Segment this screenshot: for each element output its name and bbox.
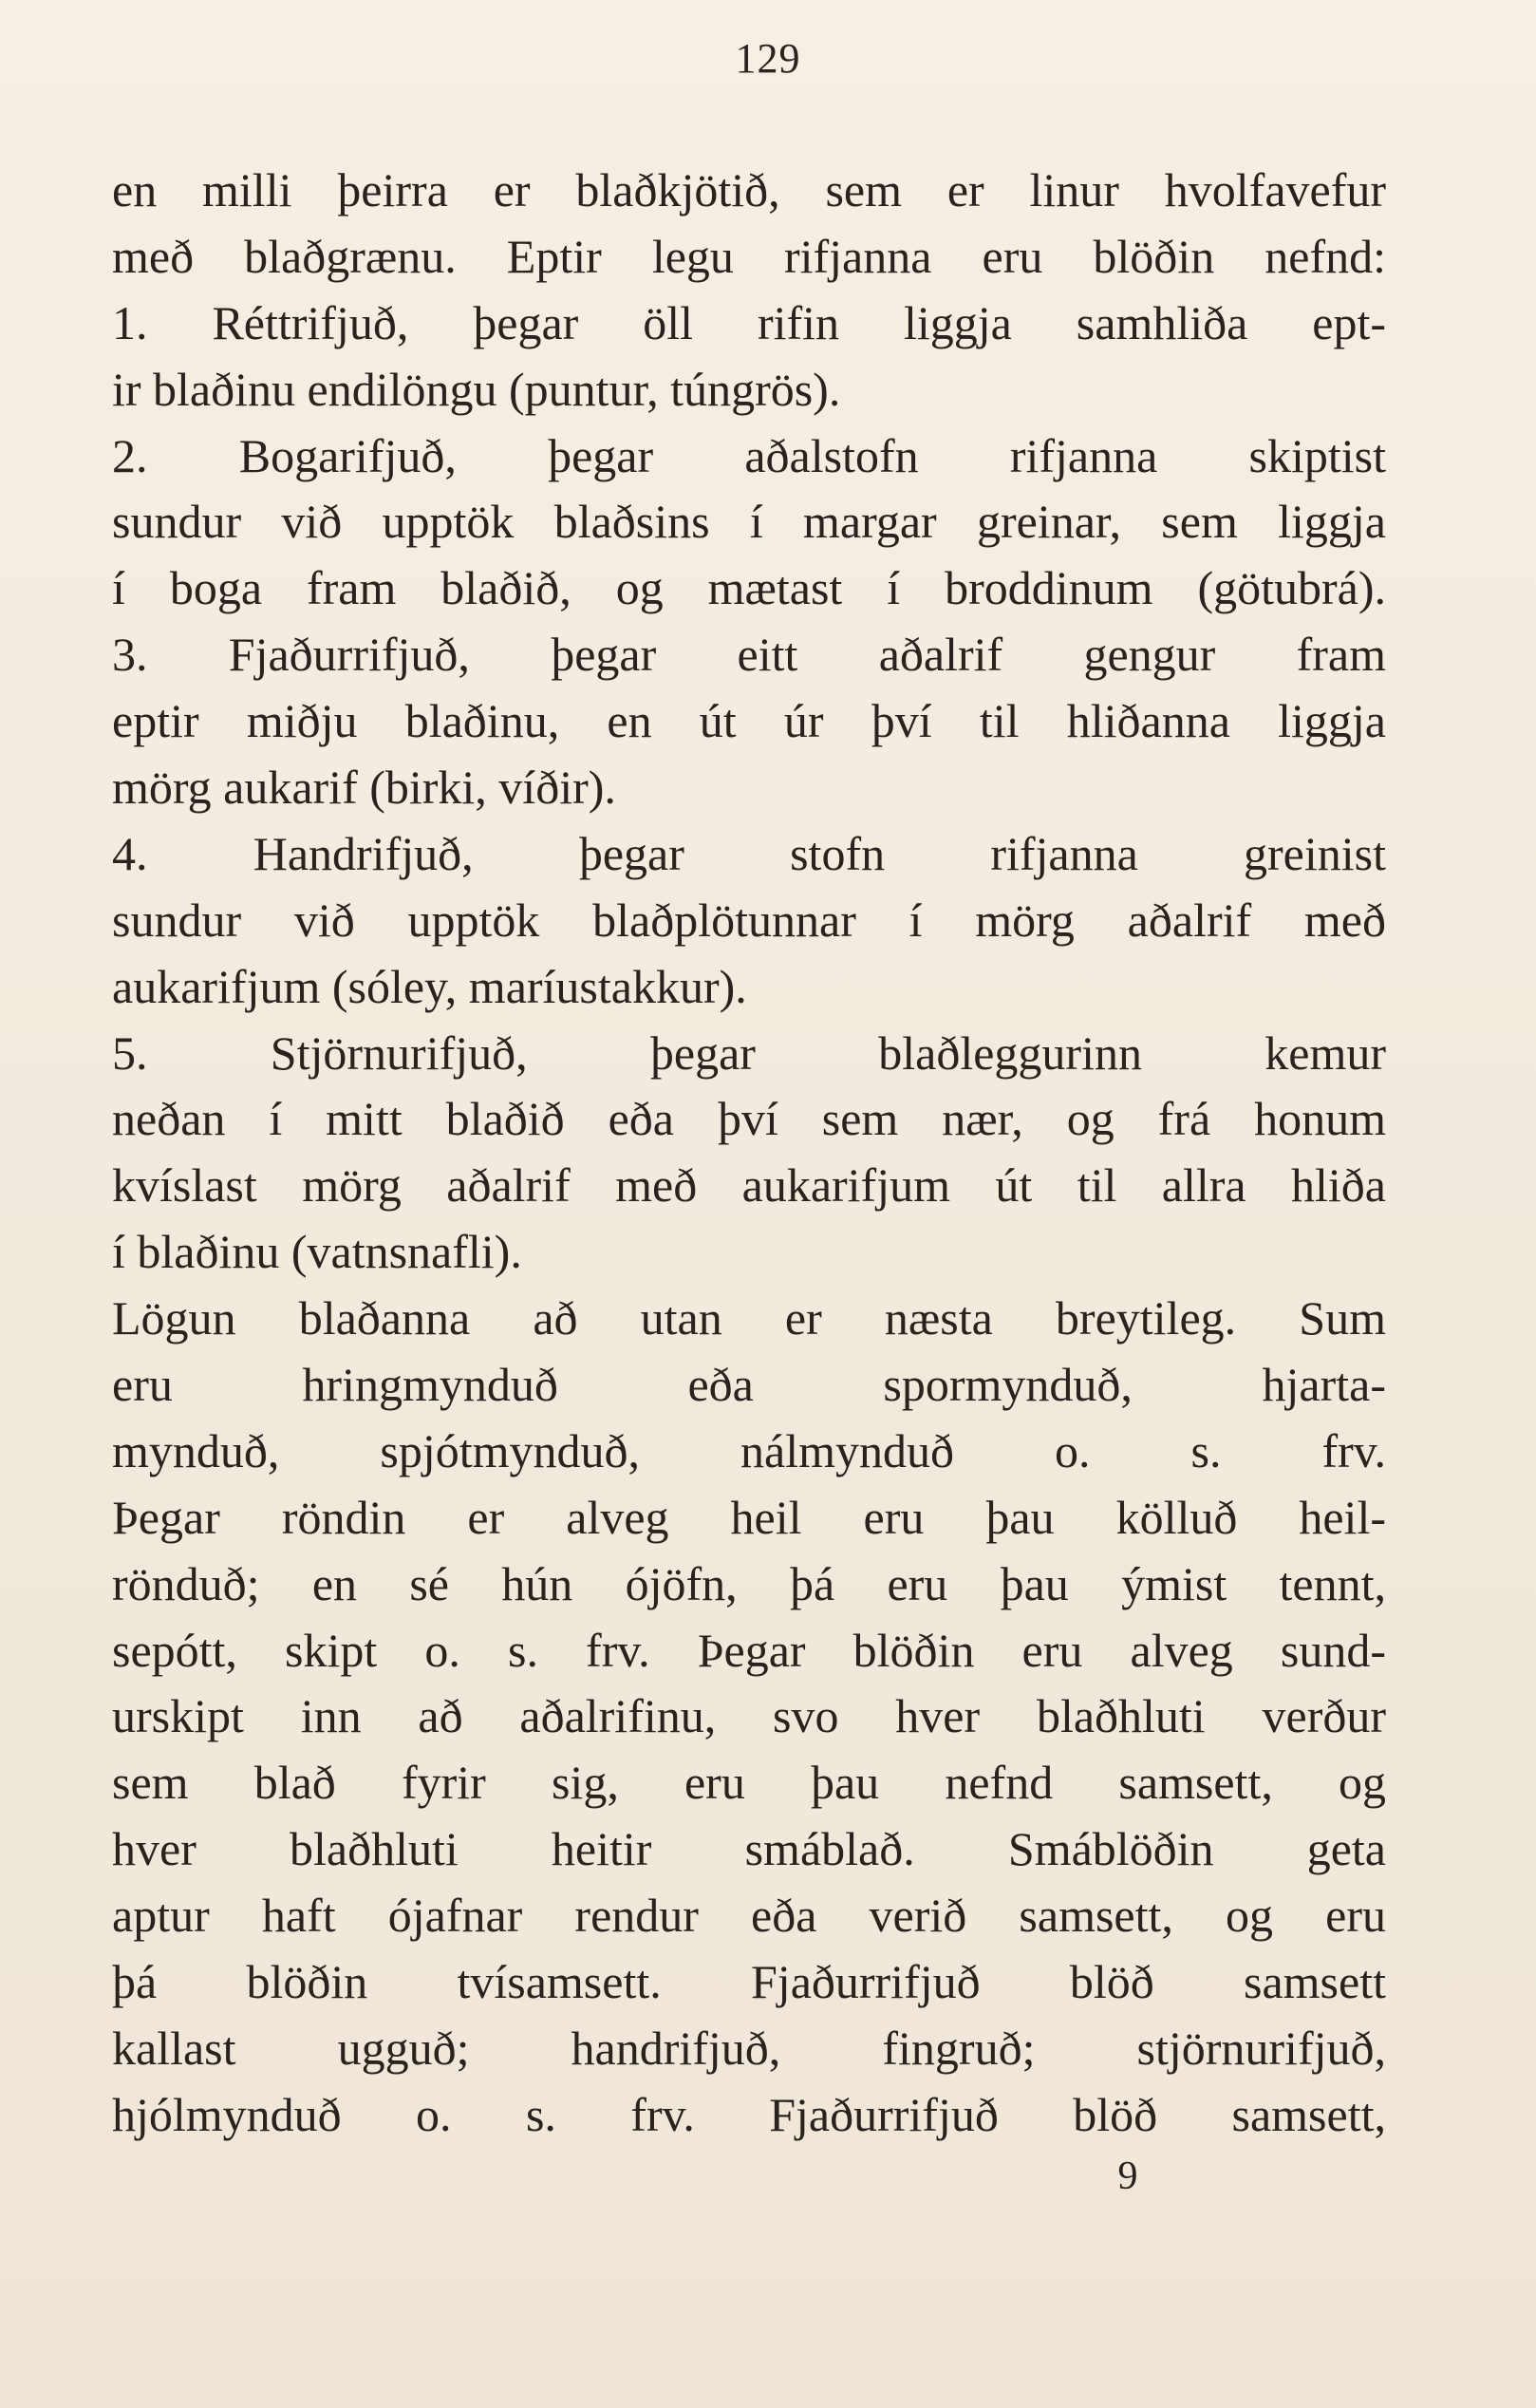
text-line: þá blöðin tvísamsett. Fjaðurrifjuð blöð samsett [112,1955,1386,2009]
text-line: sepótt, skipt o. s. frv. Þegar blöðin eru alveg sund- [112,1623,1386,1677]
text-line: Lögun blaðanna að utan er næsta breytileg. Sum [112,1291,1386,1345]
text-line: aptur haft ójafnar rendur eða verið samsett, og eru [112,1889,1386,1943]
text-line: sundur við upptök blaðsins í margar greinar, sem liggja [112,495,1386,549]
text-line: 2. Bogarifjuð, þegar aðalstofn rifjanna skiptist [112,428,1386,482]
text-line: hver blaðhluti heitir smáblað. Smáblöðin geta [112,1822,1386,1876]
text-line: en milli þeirra er blaðkjötið, sem er linur hvolfavefur [112,163,1386,216]
text-line: neðan í mitt blaðið eða því sem nær, og frá honum [112,1092,1386,1146]
text-line: sem blað fyrir sig, eru þau nefnd samsett, og [112,1756,1386,1810]
text-line: eptir miðju blaðinu, en út úr því til hliðanna liggja [112,694,1386,748]
text-line: mynduð, spjótmynduð, nálmynduð o. s. frv. [112,1423,1386,1477]
text-line: 4. Handrifjuð, þegar stofn rifjanna greinist [112,826,1386,880]
text-line: eru hringmynduð eða spormynduð, hjarta- [112,1358,1386,1412]
page-number: 129 [735,35,801,82]
text-line: kallast ugguð; handrifjuð, fingruð; stjörnurifjuð, [112,2021,1386,2075]
text-line: aukarifjum (sóley, maríustakkur). [112,959,747,1013]
signature-mark: 9 [1117,2154,1138,2198]
text-line: sundur við upptök blaðplötunnar í mörg aðalrif með [112,893,1386,947]
text-line: urskipt inn að aðalrifinu, svo hver blaðhluti verður [112,1689,1386,1743]
text-line: 5. Stjörnurifjuð, þegar blaðleggurinn kemur [112,1025,1386,1080]
text-line: 3. Fjaðurrifjuð, þegar eitt aðalrif gengur fram [112,628,1386,682]
text-line: kvíslast mörg aðalrif með aukarifjum út til allra hliða [112,1158,1386,1213]
text-line: mörg aukarif (birki, víðir). [112,761,616,815]
text-line: 1. Réttrifjuð, þegar öll rifin liggja samhliða ept- [112,295,1386,349]
body-text [112,158,1386,2149]
text-line: hjólmynduð o. s. frv. Fjaðurrifjuð blöð samsett, [112,2087,1386,2141]
text-line: rönduð; en sé hún ójöfn, þá eru þau ýmist tennt, [112,1556,1386,1610]
text-line: í boga fram blaðið, og mætast í broddinum (götubrá). [112,561,1386,615]
text-line: í blaðinu (vatnsnafli). [112,1225,522,1279]
text-line: með blaðgrænu. Eptir legu rifjanna eru blöðin nefnd: [112,229,1386,283]
text-line: Þegar röndin er alveg heil eru þau kölluð heil- [112,1490,1386,1544]
text-line: ir blaðinu endilöngu (puntur, túngrös). [112,362,841,416]
